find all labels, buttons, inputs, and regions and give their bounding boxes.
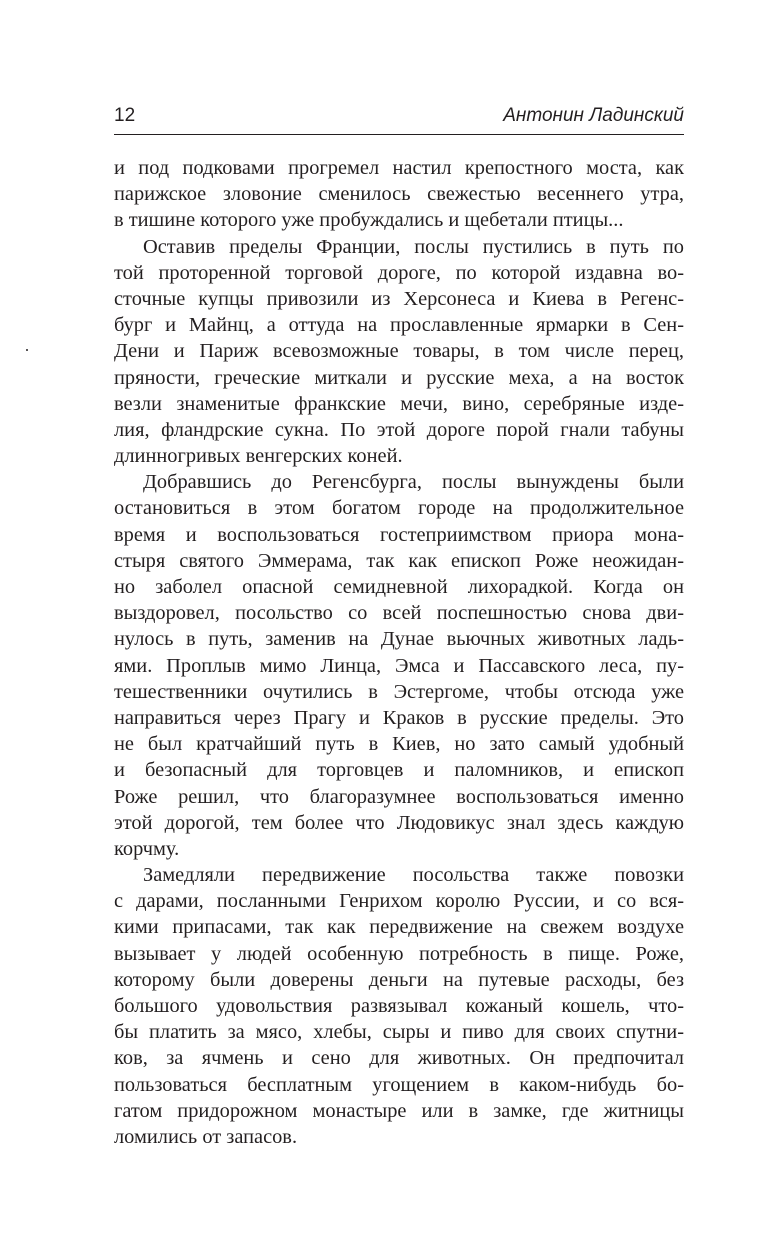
text-line: пряности, греческие миткали и русские меха, а на восток — [114, 366, 684, 389]
page-header — [114, 104, 684, 135]
text-line: нулось в путь, заменив на Дунае вьючных животных ладь- — [114, 628, 684, 651]
text-line: которому были доверены деньги на путевые расходы, без — [114, 968, 684, 991]
text-line: бы платить за мясо, хлебы, сыры и пиво для своих спутни- — [114, 1021, 684, 1044]
text-line: большого удовольствия развязывал кожаный кошель, что- — [114, 995, 684, 1017]
text-line: ков, за ячмень и сено для животных. Он предпочитал — [114, 1047, 684, 1070]
text-line: но заболел опасной семидневной лихорадкой. Когда он — [114, 576, 684, 598]
text-line: везли знаменитые франкские мечи, вино, серебряные изде- — [114, 392, 684, 415]
body-text — [114, 155, 684, 1150]
text-line: стыря святого Эммерама, так как епископ Роже неожидан- — [114, 549, 684, 572]
text-line: Оставив пределы Франции, послы пустились в путь по — [143, 235, 684, 258]
text-line: не был кратчайший путь в Киев, но зато самый удобный — [114, 733, 684, 756]
text-line: Добравшись до Регенсбурга, послы вынуждены были — [143, 471, 684, 494]
paragraph — [114, 862, 684, 1150]
text-line: длинногривых венгерских коней. — [114, 445, 403, 468]
text-line: выздоровел, посольство со всей поспешностью снова дви- — [114, 602, 684, 625]
text-line: корчму. — [114, 837, 180, 860]
text-line: и безопасный для торговцев и паломников, и епископ — [114, 759, 684, 782]
text-line: время и воспользоваться гостеприимством приора мона- — [114, 523, 684, 546]
text-line: той проторенной торговой дороге, по которой издавна во- — [114, 261, 684, 284]
text-line: сточные купцы привозили из Херсонеса и Киева в Регенс- — [114, 287, 684, 310]
paragraph — [114, 155, 684, 234]
text-line: Замедляли передвижение посольства также повозки — [143, 864, 684, 887]
paragraph — [114, 234, 684, 470]
text-line: ломились от запасов. — [114, 1125, 298, 1148]
margin-dot — [26, 349, 28, 351]
paragraph — [114, 469, 684, 862]
text-line: этой дорогой, тем более что Людовикус знал здесь каждую — [114, 811, 684, 834]
text-line: ями. Проплыв мимо Линца, Эмса и Пассавского леса, пу- — [114, 654, 684, 677]
text-line: остановиться в этом богатом городе на продолжительное — [114, 497, 684, 520]
text-line: в тишине которого уже пробуждались и щебетали птицы... — [114, 209, 624, 232]
text-line: с дарами, посланными Генрихом королю Руссии, и со вся- — [114, 890, 684, 913]
text-line: бург и Майнц, а оттуда на прославленные ярмарки в Сен- — [114, 314, 684, 337]
text-line: тешественники очутились в Эстергоме, чтобы отсюда уже — [114, 680, 684, 703]
page-number: 12 — [114, 105, 136, 126]
text-line: лия, фландрские сукна. По этой дороге порой гнали табуны — [114, 418, 684, 441]
text-line: кими припасами, так как передвижение на свежем воздухе — [114, 916, 684, 939]
text-line: и под подковами прогремел настил крепостного моста, как — [114, 157, 684, 179]
text-line: пользоваться бесплатным угощением в каком-нибудь бо- — [114, 1073, 684, 1096]
text-line: направиться через Прагу и Краков в русские пределы. Это — [114, 706, 684, 729]
text-line: гатом придорожном монастыре или в замке, где житницы — [114, 1099, 684, 1122]
text-line: вызывает у людей особенную потребность в пище. Роже, — [114, 942, 684, 965]
text-line: парижское зловоние сменилось свежестью весеннего утра, — [114, 183, 684, 206]
text-line: Дени и Париж всевозможные товары, в том числе перец, — [114, 340, 684, 363]
text-line: Роже решил, что благоразумнее воспользоваться именно — [114, 785, 684, 808]
running-title: Антонин Ладинский — [503, 105, 684, 126]
